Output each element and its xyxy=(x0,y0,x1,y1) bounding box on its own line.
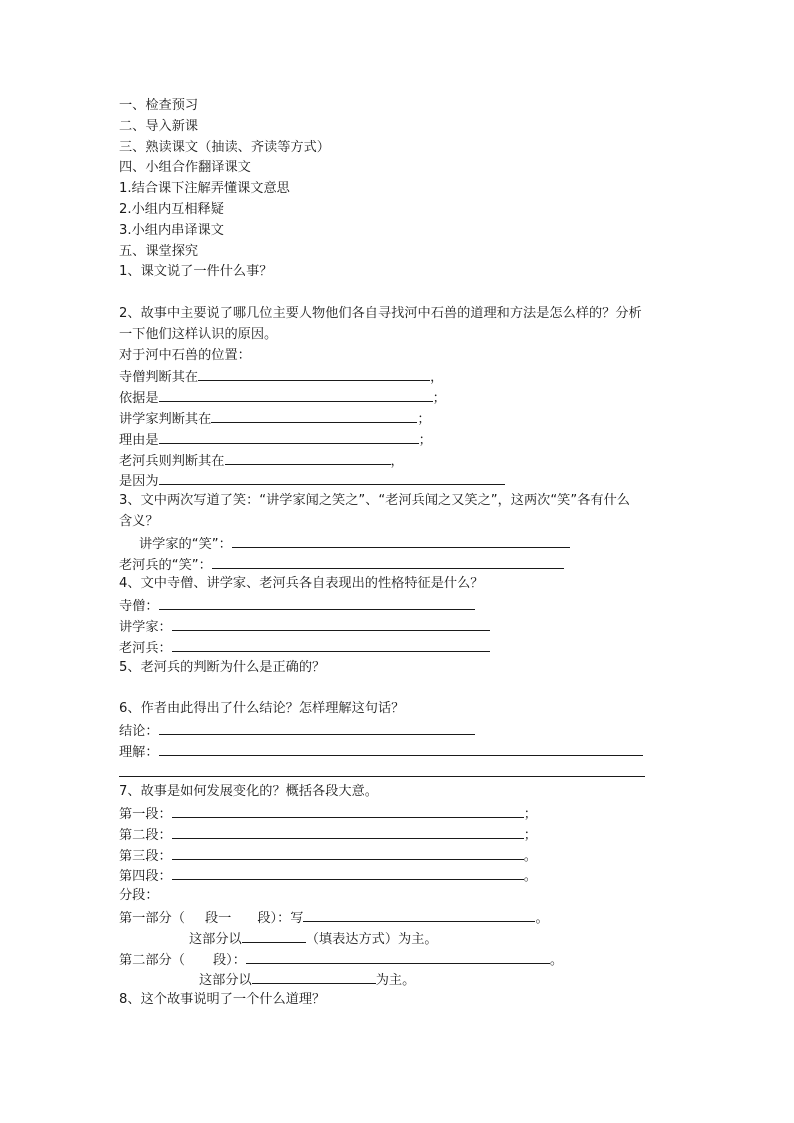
scholar-laugh-row xyxy=(119,533,679,554)
punctuation: ； xyxy=(432,391,446,407)
conclusion-row xyxy=(119,720,679,741)
question-1: 1、课文说了一件什么事？ xyxy=(119,264,273,280)
punctuation: 。 xyxy=(535,911,549,927)
soldier-trait-row xyxy=(119,637,679,658)
basis-label: 依据是 xyxy=(119,391,159,407)
punctuation: 。 xyxy=(523,848,537,864)
scholar-trait-blank[interactable] xyxy=(172,616,490,631)
paragraph-3-blank[interactable] xyxy=(172,845,524,860)
part-1-write: 段）：写 xyxy=(257,911,304,927)
question-4: 4、文中寺僧、讲学家、老河兵各自表现出的性格特征是什么？ xyxy=(119,576,484,592)
question-2-intro: 对于河中石兽的位置： xyxy=(119,347,251,363)
paragraph-2-row xyxy=(119,824,679,845)
answer-space xyxy=(119,678,679,699)
part-1-range: 段一 xyxy=(204,911,232,927)
section-heading: 四、小组合作翻译课文 xyxy=(119,160,251,176)
answer-space xyxy=(119,283,679,304)
scholar-laugh-label: 讲学家的“笑”： xyxy=(139,536,232,552)
paragraph-2-label: 第二段： xyxy=(119,827,172,843)
scholar-laugh-blank[interactable] xyxy=(232,533,570,548)
paragraph-1-blank[interactable] xyxy=(172,803,524,818)
monk-judgment-label: 寺僧判断其在 xyxy=(119,370,199,386)
part-2-row xyxy=(119,949,679,970)
part-2-mode-row xyxy=(119,969,679,990)
conclusion-blank[interactable] xyxy=(159,720,475,735)
because-row xyxy=(119,470,679,491)
understand-label: 理解： xyxy=(119,744,159,760)
punctuation: ； xyxy=(418,432,432,448)
paragraph-4-label: 第四段： xyxy=(119,869,172,885)
punctuation: ， xyxy=(390,453,404,469)
question-5: 5、老河兵的判断为什么是正确的？ xyxy=(119,659,326,675)
soldier-judgment-label: 老河兵则判断其在 xyxy=(119,453,225,469)
question-2-line1: 2、故事中主要说了哪几位主要人物他们各自寻找河中石兽的道理和方法是怎么样的？分析 xyxy=(119,305,642,321)
question-6: 6、作者由此得出了什么结论？怎样理解这句话？ xyxy=(119,701,405,717)
monk-trait-blank[interactable] xyxy=(159,595,475,610)
section-heading: 一、检查预习 xyxy=(119,98,199,113)
soldier-judgment-blank[interactable] xyxy=(225,450,391,465)
divide-label: 分段： xyxy=(119,888,159,904)
scholar-trait-row xyxy=(119,616,679,637)
sub-step: 2.小组内互相释疑 xyxy=(119,201,224,217)
basis-blank[interactable] xyxy=(159,387,433,402)
paragraph-3-label: 第三段： xyxy=(119,848,172,864)
scholar-judgment-label: 讲学家判断其在 xyxy=(119,411,212,427)
section-heading: 五、课堂探究 xyxy=(119,243,199,259)
understand-row xyxy=(119,741,679,762)
section-heading: 三、熟读课文（抽读、齐读等方式） xyxy=(119,139,330,155)
part-2-mode-suffix: 为主。 xyxy=(375,973,416,989)
reason-label: 理由是 xyxy=(119,432,159,448)
question-8: 8、这个故事说明了一个什么道理？ xyxy=(119,992,326,1008)
question-3-line2: 含义？ xyxy=(119,513,159,529)
punctuation: 。 xyxy=(523,869,537,885)
paragraph-4-row xyxy=(119,865,679,886)
sub-step: 3.小组内串译课文 xyxy=(119,222,224,238)
monk-judgment-blank[interactable] xyxy=(198,366,430,381)
understand-blank[interactable] xyxy=(159,741,643,756)
punctuation: 。 xyxy=(549,952,564,968)
soldier-trait-label: 老河兵： xyxy=(119,640,172,656)
question-2-line2: 一下他们这样认识的原因。 xyxy=(119,326,278,342)
soldier-laugh-blank[interactable] xyxy=(212,554,564,569)
because-blank[interactable] xyxy=(159,470,505,485)
part-2-label: 第二部分（ xyxy=(119,952,185,968)
punctuation: ； xyxy=(523,807,537,823)
paragraph-1-row xyxy=(119,803,679,824)
soldier-judgment-row xyxy=(119,450,679,471)
punctuation: ； xyxy=(417,411,431,427)
scholar-judgment-blank[interactable] xyxy=(211,408,417,423)
paragraph-1-label: 第一段： xyxy=(119,807,172,823)
part-1-mode-row xyxy=(119,928,679,949)
sub-step: 1.结合课下注解弄懂课文意思 xyxy=(119,181,290,197)
paragraph-4-blank[interactable] xyxy=(172,865,524,880)
part-1-mode-blank[interactable] xyxy=(242,928,306,943)
soldier-laugh-row xyxy=(119,554,679,575)
punctuation: ； xyxy=(523,827,537,843)
part-1-row xyxy=(119,907,679,928)
worksheet xyxy=(119,96,679,1011)
understand-row-continued xyxy=(119,762,679,783)
soldier-trait-blank[interactable] xyxy=(172,637,490,652)
question-3-line1: 3、文中两次写道了笑：“讲学家闻之笑之”、“老河兵闻之又笑之”，这两次“笑”各有什么 xyxy=(119,493,630,509)
part-1-blank[interactable] xyxy=(303,907,535,922)
basis-row xyxy=(119,387,679,408)
punctuation: ， xyxy=(430,370,444,386)
reason-row xyxy=(119,429,679,450)
part-1-mode-label: 这部分以 xyxy=(189,931,242,947)
part-2-range: 段）： xyxy=(212,952,246,968)
paragraph-3-row xyxy=(119,845,679,866)
scholar-judgment-row xyxy=(119,408,679,429)
part-2-blank[interactable] xyxy=(246,949,550,964)
scholar-trait-label: 讲学家： xyxy=(119,619,172,635)
part-1-label: 第一部分（ xyxy=(119,911,185,927)
part-1-mode-suffix: （填表达方式）为主。 xyxy=(305,931,438,947)
section-heading: 二、导入新课 xyxy=(119,118,199,134)
conclusion-label: 结论： xyxy=(119,723,159,739)
monk-trait-row xyxy=(119,595,679,616)
monk-judgment-row xyxy=(119,366,679,387)
part-2-mode-label: 这部分以 xyxy=(199,973,252,989)
question-7: 7、故事是如何发展变化的？概括各段大意。 xyxy=(119,784,378,800)
soldier-laugh-label: 老河兵的“笑”： xyxy=(119,557,212,573)
part-2-mode-blank[interactable] xyxy=(252,969,376,984)
reason-blank[interactable] xyxy=(159,429,419,444)
understand-blank-2[interactable] xyxy=(119,762,645,777)
paragraph-2-blank[interactable] xyxy=(172,824,524,839)
because-label: 是因为 xyxy=(119,474,159,490)
monk-trait-label: 寺僧： xyxy=(119,599,159,615)
